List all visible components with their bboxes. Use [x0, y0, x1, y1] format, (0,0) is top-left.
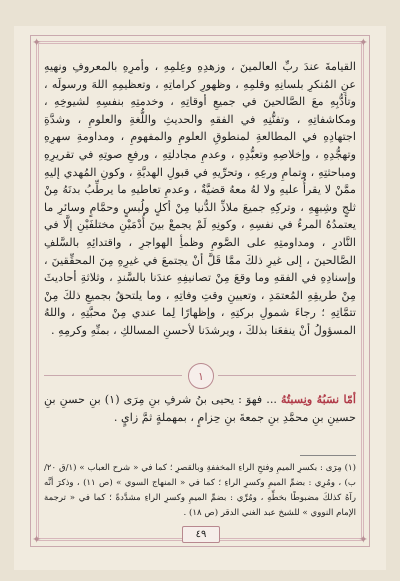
corner-ornament-icon: ✦ — [358, 36, 368, 49]
footnote — [44, 461, 356, 521]
main-paragraph: القيامةَ عندَ ربِّ العالمينَ ، وزهدِهِ وعِلمِهِ ، وأمرِهِ بالمعروفِ ونهيهِ عنِ المُنكرِ بلسانِهِ وقلمِهِ ، وظهورِ كراماتِهِ ، وتعظيمِهِ اللهَ ورسولَه ، وتأدُّبِهِ معَ الصَّالحينَ في جميعِ أوقاتِهِ ، وخدمتِهِ بنفسِهِ لشيوخِهِ ، ومكاشفاتِهِ ، وتفنُّنِهِ في الفقهِ والحديثِ واللُّغةِ والعلومِ ، وشدَّةِ اجتهادِهِ في المطالعةِ لمنطوقِ العلومِ والمفهومِ ، ومداومةِ سهرِهِ وتهجُّدِهِ ، وإخلاصِهِ وتعبُّدِهِ ، وعدمِ مجادلتِهِ ، ورفعِ صوتِهِ في تقريرِهِ ومباحثتِهِ ، وتمامِ ورعِهِ ، وتحرِّيهِ في قبولِ الهديَّةِ ، وكونِ المُهدي إليهِ ممَّنْ لا يقرأُ عليهِ ولا لهُ معهُ قضيَّةٌ ، وعدمِ تعاطيهِ ما يرطِّبُ بدنَهُ مِنْ ثلجٍ وشِبهِهِ ، وتركِهِ جميعَ ملاذِّ الدُّنيا مِنْ أكلٍ ولُبسٍ وحمَّامٍ وسائرِ ما يعتمدُهُ المرءُ في نفسِهِ ، وكونِهِ لَمْ يجمعْ بينَ أُدْمَيْنِ مختلفَيْنِ إلَّا في النَّادرِ ، ومداومتِهِ على الصَّومِ وظمأِ الهواجرِ ، واقتدائِهِ بالسَّلفِ الصَّالحينَ ، إلى غيرِ ذلكَ ممَّا قَلَّ أنْ يجتمعَ في غيرِهِ مِنَ المحقِّقينَ ، وإسنادِهِ في الفقهِ وما وقعَ مِنْ تصانيفِهِ عندَنا بالسَّندِ ، وثلاثةِ أحاديثَ مِنْ طريقِهِ المُعتمَدِ ، وتعيينِ وقتِ وفاتِهِ ، وما يلتحقُ بجميعِ ذلكَ مِنْ تتمَّاتِهِ ؛ رجاءَ شمولِ بركتِهِ ، وإظهارًا لِما عندي مِنْ محبَّتِهِ ، واللهُ المسؤولُ أنْ ينفعَنا بذلكَ ، ويرشدَنا لأحسنِ المسالكِ ، بمنِّهِ وكرمِهِ . — [44, 60, 356, 337]
main-text — [44, 58, 356, 340]
footnote-rule — [300, 455, 356, 456]
corner-ornament-icon: ✦ — [32, 533, 42, 546]
section-heading: أمّا نسَبُهُ ونِسبتُهُ — [281, 392, 356, 406]
corner-ornament-icon: ✦ — [358, 533, 368, 546]
section-number-badge: ١ — [188, 363, 214, 389]
section-divider — [44, 375, 182, 376]
section-text — [44, 390, 356, 427]
section-divider — [218, 375, 356, 376]
page-number: ٤٩ — [182, 526, 220, 543]
corner-ornament-icon: ✦ — [32, 36, 42, 49]
footnote-text: (١) مِرَى : بكسرِ الميمِ وفتحِ الراءِ المخففةِ وبالقصرِ ؛ كما في « شرح العباب » (١/ق ٢٠/ب) ، ومُرِي : بضمِّ الميمِ وكسرِ الراءِ ؛ كما في « المنهاج السوي » (ص ١١) ، وذكرَ أنَّه رآهُ كذلكَ مضبوطًا بخطِّهِ ، ومُرِّي : بضمِّ الميمِ وكسرِ الراءِ مشدَّدةً ؛ كما في « ترجمة الإمام النووي » للشيخ عبد الغني الدقر (ص ١٨) . — [44, 463, 356, 518]
section-body: ... فهوَ : يحيى بنُ شرفِ بنِ مِرَى (١) بنِ حسنِ بنِ حسينِ بنِ محمَّدِ بنِ جمعةَ بنِ حِزامٍ ، بمهملةٍ ثمَّ زايٍ . — [44, 393, 356, 424]
